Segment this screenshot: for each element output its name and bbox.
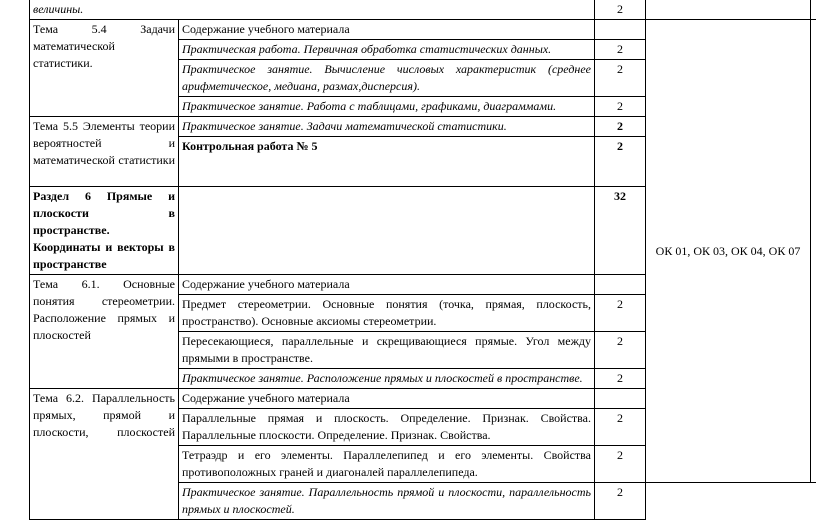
lesson-hours: 2 bbox=[595, 369, 646, 389]
lesson-text: Тетраэдр и его элементы. Параллелепипед и его элементы. Свойства противоположных граней и диагоналей параллелепипеда. bbox=[179, 446, 595, 483]
lesson-text: Практическое занятие. Работа с таблицами, графиками, диаграммами. bbox=[179, 97, 595, 117]
lesson-text: Предмет стереометрии. Основные понятия (точка, прямая, плоскость, пространство). Основные аксиомы стереометрии. bbox=[179, 295, 595, 332]
topic-5-4-title: Тема 5.4 Задачи математической статистики. bbox=[30, 20, 179, 117]
table-row bbox=[30, 0, 816, 20]
lesson-text: Параллельные прямая и плоскость. Определение. Признак. Свойства. Параллельные плоскости. Определение. Признак. Свойства. bbox=[179, 409, 595, 446]
test-text: Контрольная работа № 5 bbox=[179, 137, 595, 187]
table-row bbox=[30, 20, 816, 40]
topic-5-5-title: Тема 5.5 Элементы теории вероятностей и математической статистики bbox=[30, 117, 179, 187]
lesson-hours: 2 bbox=[595, 446, 646, 483]
lesson-hours: 2 bbox=[595, 117, 646, 137]
lesson-text: Практическое занятие. Вычисление числовых характеристик (среднее арифметическое, медиана, размах,дисперсия). bbox=[179, 60, 595, 97]
lesson-text: Практическое занятие. Расположение прямых и плоскостей в пространстве. bbox=[179, 369, 595, 389]
top-row-text: величины. bbox=[30, 0, 595, 20]
section-6-hours: 32 bbox=[595, 187, 646, 275]
topic-6-1-title: Тема 6.1. Основные понятия стереометрии. Расположение прямых и плоскостей bbox=[30, 275, 179, 389]
test-hours: 2 bbox=[595, 137, 646, 187]
lesson-hours: 2 bbox=[595, 332, 646, 369]
lesson-hours: 2 bbox=[595, 295, 646, 332]
competencies-cell: ОК 01, ОК 03, ОК 04, ОК 07 bbox=[646, 20, 811, 483]
lesson-hours: 2 bbox=[595, 409, 646, 446]
section-6-title: Раздел 6 Прямые и плоскости в пространстве. Координаты и векторы в пространстве bbox=[30, 187, 179, 275]
lesson-text: Практическое занятие. Задачи математической статистики. bbox=[179, 117, 595, 137]
content-header: Содержание учебного материала bbox=[179, 389, 595, 409]
lesson-hours: 2 bbox=[595, 40, 646, 60]
lesson-text: Практическая работа. Первичная обработка статистических данных. bbox=[179, 40, 595, 60]
curriculum-table bbox=[29, 0, 816, 520]
top-row-hours: 2 bbox=[595, 0, 646, 20]
content-header: Содержание учебного материала bbox=[179, 275, 595, 295]
topic-6-2-title: Тема 6.2. Параллельность прямых, прямой и плоскости, плоскостей bbox=[30, 389, 179, 520]
lesson-hours: 2 bbox=[595, 483, 646, 520]
lesson-hours: 2 bbox=[595, 97, 646, 117]
lesson-text: Пересекающиеся, параллельные и скрещивающиеся прямые. Угол между прямыми в пространстве. bbox=[179, 332, 595, 369]
content-header: Содержание учебного материала bbox=[179, 20, 595, 40]
lesson-hours: 2 bbox=[595, 60, 646, 97]
lesson-text: Практическое занятие. Параллельность прямой и плоскости, параллельность прямых и плоскостей. bbox=[179, 483, 595, 520]
